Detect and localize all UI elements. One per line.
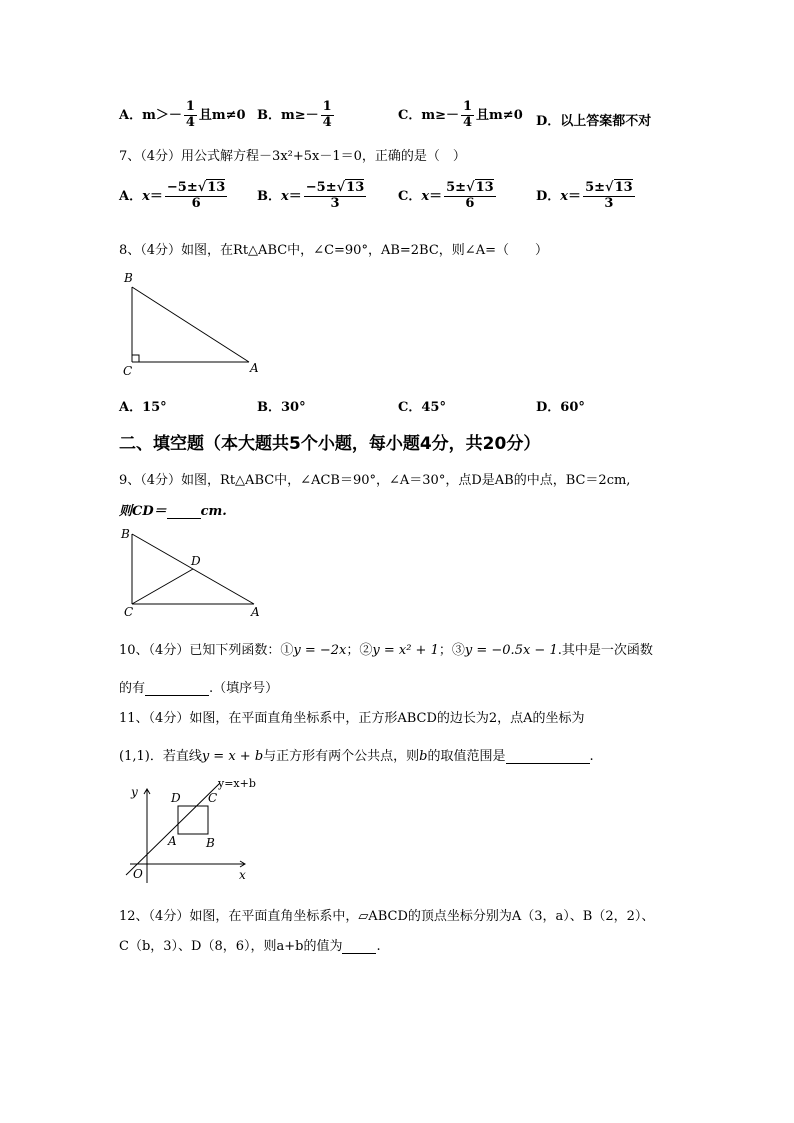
q8-option-b: B．30° <box>257 400 306 415</box>
q11-label-d: D <box>171 791 181 805</box>
q9-answer-blank <box>167 518 201 519</box>
q9-triangle-figure <box>115 525 265 620</box>
q11-label-o: O <box>133 867 143 881</box>
q8-label-b: B <box>124 271 133 285</box>
q11-coordinate-figure <box>120 775 270 887</box>
q11-line1: 11、（4分）如图，在平面直角坐标系中，正方形ABCD的边长为2，点A的坐标为 <box>119 711 585 726</box>
q7-option-d: D．x＝ $\frac{5\pm√13}{3}$ <box>536 180 633 211</box>
q10-line1: 10、（4分）已知下列函数：①y = −2x；②y = x² + 1；③y = −0.5x − 1.其中是一次函数 <box>119 643 653 658</box>
q10-answer-blank <box>145 695 209 696</box>
q8-triangle-figure <box>115 268 275 380</box>
q11-line2: (1,1)．若直线y = x + b与正方形有两个公共点，则b的取值范围是 . <box>119 749 594 764</box>
q10-line2: 的有 .（填序号） <box>119 681 279 696</box>
q9-line2: 则CD＝ cm. <box>119 504 227 519</box>
q11-label-x: x <box>239 868 246 882</box>
q7-stem: 7、（4分）用公式解方程－3x²+5x－1＝0，正确的是（ ） <box>119 149 466 164</box>
q6-option-b: B．m≥－ $\frac{1}{4}$ <box>257 99 332 130</box>
q11-label-b: B <box>206 836 215 850</box>
q8-label-c: C <box>123 364 133 378</box>
q12-line1: 12、（4分）如图，在平面直角坐标系中，▱ABCD的顶点坐标分别为A（3，a）、B（2，2）、 <box>119 909 655 924</box>
q11-label-y: y <box>131 785 138 799</box>
q9-label-a: A <box>251 605 260 619</box>
q11-label-c: C <box>208 791 218 805</box>
q8-stem: 8、（4分）如图，在Rt△ABC中，∠C=90°，AB=2BC，则∠A=（ ） <box>119 243 548 258</box>
section2-heading: 二、填空题（本大题共5个小题，每小题4分，共20分） <box>119 434 541 454</box>
q7-option-c: C．x＝ $\frac{5\pm√13}{6}$ <box>398 180 494 211</box>
q9-label-c: C <box>124 605 134 619</box>
q7-option-a: A．x＝ $\frac{-5\pm√13}{6}$ <box>119 180 226 211</box>
q6-option-c: C．m≥－ $\frac{1}{4}$ 且m≠0 <box>398 99 523 130</box>
q12-line2: C（b，3）、D（8，6），则a+b的值为 . <box>119 939 381 954</box>
q9-line1: 9、（4分）如图，Rt△ABC中，∠ACB＝90°，∠A＝30°，点D是AB的中点，BC＝2cm, <box>119 473 631 488</box>
q8-option-c: C．45° <box>398 400 446 415</box>
q12-answer-blank <box>342 953 376 954</box>
q8-option-a: A．15° <box>119 400 167 415</box>
q8-label-a: A <box>250 361 259 375</box>
q6-option-d: D．以上答案都不对 <box>536 114 652 129</box>
q11-label-line: y=x+b <box>218 777 256 790</box>
q6-option-a: A．m＞－ $\frac{1}{4}$ 且m≠0 <box>119 99 246 130</box>
q11-label-a: A <box>168 834 177 848</box>
q8-option-d: D．60° <box>536 400 585 415</box>
q9-label-b: B <box>121 527 130 541</box>
q9-label-d: D <box>191 554 201 568</box>
q11-answer-blank <box>506 763 590 764</box>
q7-option-b: B．x＝ $\frac{-5\pm√13}{3}$ <box>257 180 365 211</box>
